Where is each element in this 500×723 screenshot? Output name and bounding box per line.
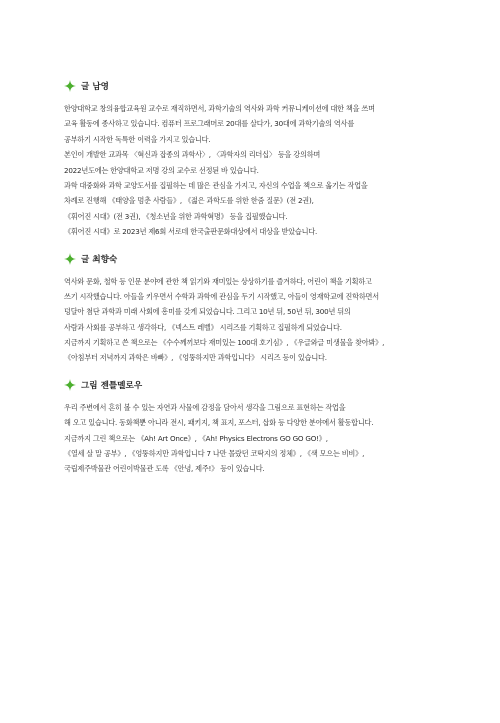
bio-line: 《휘어진 시대》(전 3권), 《청소년을 위한 과학혁명》 등을 집필했습니다.: [64, 211, 288, 221]
author-heading: [64, 253, 436, 265]
illustrator-section: [64, 379, 436, 477]
bio-line: 한양대학교 창의융합교육원 교수로 재직하면서, 과학기술의 역사와 과학 커뮤니케이션에 대한 책을 쓰며: [64, 104, 375, 113]
author-heading: [64, 80, 436, 92]
bio-line: 덩달아 첨단 과학과 미래 사회에 흥미를 갖게 되었습니다. 그리고 10년 뒤, 50년 뒤, 300년 뒤의: [64, 307, 351, 317]
author-name: 남영: [92, 82, 109, 92]
bio-line: 교육 활동에 종사하고 있습니다. 컴퓨터 프로그래머로 20대를 살다가, 30대에 과학기술의 역사를: [64, 119, 355, 129]
author-heading: [64, 379, 436, 391]
bio-line: 공부하기 시작한 독특한 이력을 가지고 있습니다.: [64, 134, 211, 144]
bio-line: 역사와 문화, 철학 등 인문 분야에 관한 책 읽기와 재미있는 상상하기를 즐겨하다, 어린이 책을 기획하고: [64, 276, 372, 286]
bio-line: 지금까지 기획하고 쓴 책으로는 《수수께끼보다 재미있는 100대 호기심》, 《우글와글 미생물을 찾아봐》,: [64, 338, 385, 348]
bio-line: 《휘어진 시대》로 2023년 제6회 서로데 한국출판문화대상에서 대상을 받았습니다.: [64, 227, 318, 237]
bio-line: 지금까지 그린 책으로는 《Ah! Art Once》, 《Ah! Physics Electrons GO GO GO!》,: [64, 433, 328, 443]
bio-line: 국립제주박물관 어린이박물관 도록 《안녕, 제주!》 등이 있습니다.: [64, 464, 265, 474]
bio-line: 과학 대중화와 과학 교양도서를 집필하는 데 많은 관심을 가지고, 자신의 수업을 책으로 옮기는 작업을: [64, 180, 368, 190]
author-role: 글: [81, 254, 90, 265]
sparkle-icon: [64, 379, 76, 391]
author-role: 글: [81, 82, 90, 92]
bio-line: 해 오고 있습니다. 동화책뿐 아니라 전시, 패키지, 책 표지, 포스터, 삽화 등 다양한 분야에서 활동합니다.: [64, 418, 374, 428]
bio-line: 《아침부터 저녁까지 과학은 바빠》, 《엉뚱하지만 과학입니다》 시리즈 등이 있습니다.: [64, 353, 327, 363]
bio-line: 우리 주변에서 흔히 볼 수 있는 자연과 사물에 감정을 담아서 생각을 그림으로 표현하는 작업을: [64, 402, 346, 412]
author-section-2: [64, 253, 436, 366]
sparkle-icon: [64, 80, 76, 92]
bio-line: 본인이 개발한 교과목 〈혁신과 잡종의 과학사〉, 〈과학자의 리더십〉 등을 강의하며: [64, 150, 321, 160]
bio-line: 쓰기 시작했습니다. 아들을 키우면서 수학과 과학에 관심을 두기 시작했고, 아들이 영재학교에 진학하면서: [64, 291, 379, 301]
author-name: 최향숙: [92, 254, 118, 265]
author-name: 젠틀멜로우: [100, 380, 143, 391]
author-profiles: [64, 80, 436, 490]
author-role: 그림: [81, 380, 98, 391]
sparkle-icon: [64, 253, 76, 265]
bio-line: 《열세 살 말 공부》, 《엉뚱하지만 과학입니다 7 나만 몰랐던 코딱지의 정체》, 《색 모으는 비비》,: [64, 449, 365, 459]
bio-line: 사람과 사회를 공부하고 생각하다, 《넥스트 레벨》 시리즈를 기획하고 집필하게 되었습니다.: [64, 322, 342, 332]
bio-line: 차례로 진행해 《태양을 멈춘 사람들》, 《젊은 과학도를 위한 한줌 질문》(전 2권),: [64, 196, 314, 206]
bio-line: 2022년도에는 한양대학교 저명 강의 교수로 선정된 바 있습니다.: [64, 165, 259, 175]
author-section-1: [64, 80, 436, 240]
